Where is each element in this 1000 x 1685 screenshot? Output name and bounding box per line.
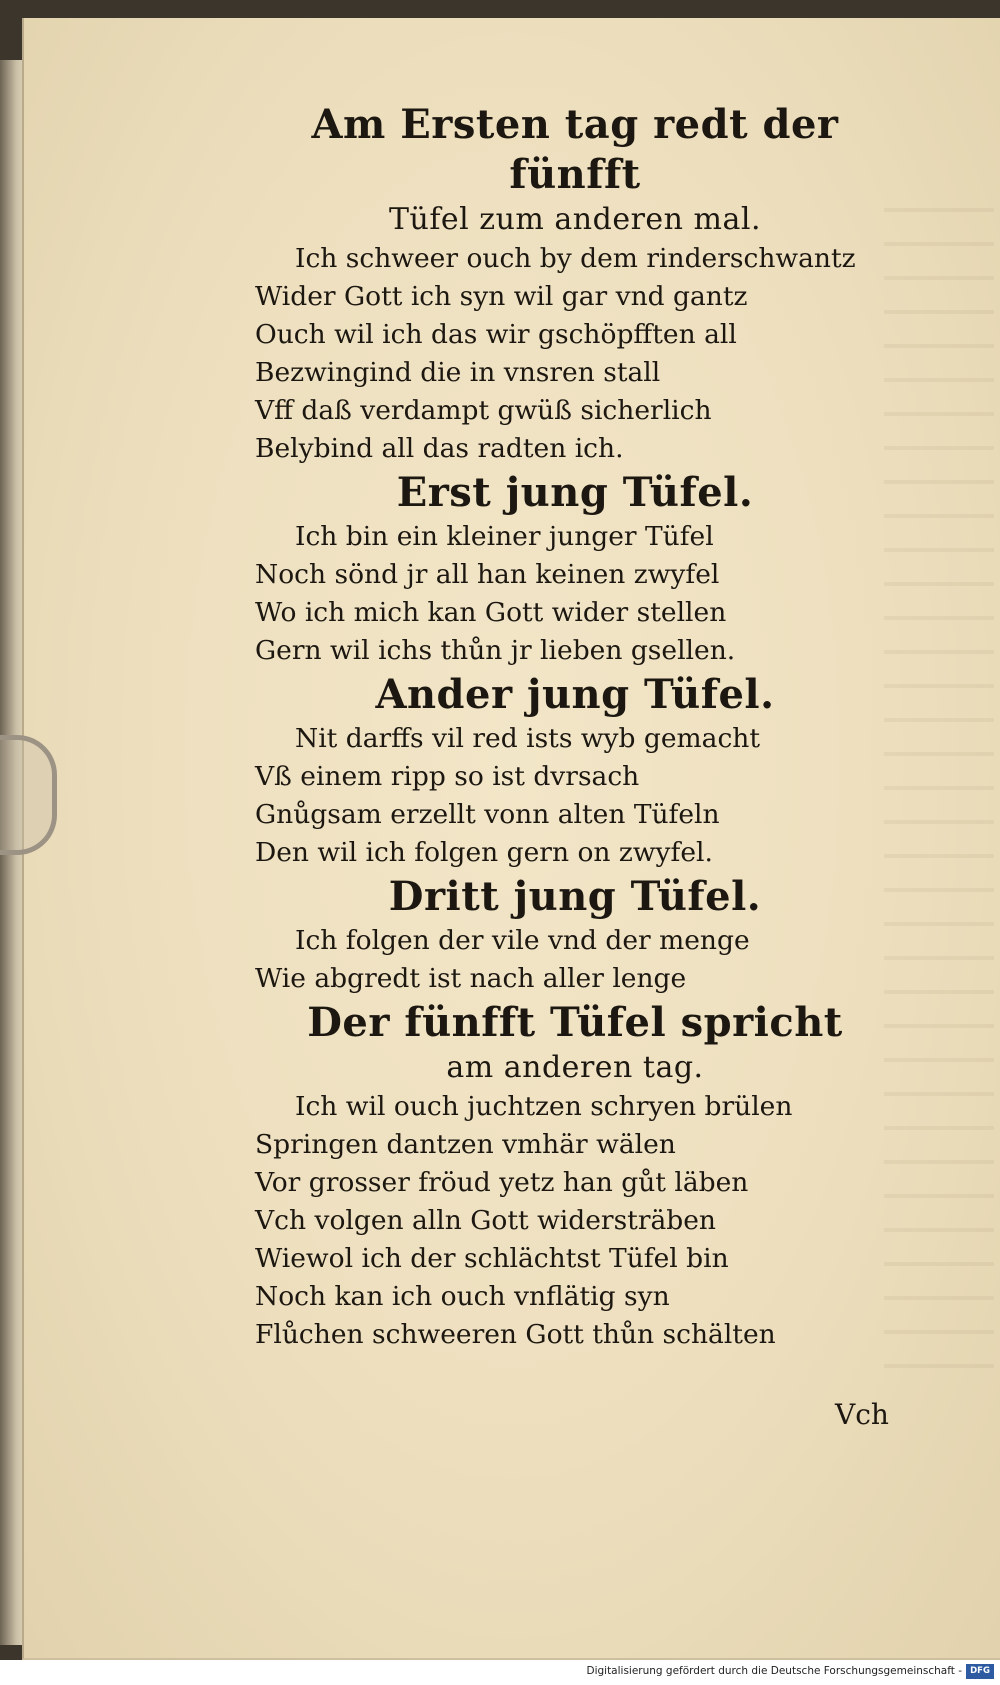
verse-line: Vff daß verdampt gwüß sicherlich [255,395,712,426]
verse-line: Ich bin ein kleiner junger Tüfel [295,521,714,552]
verse-line: Noch sönd jr all han keinen zwyfel [255,559,720,590]
verse-line: Vß einem ripp so ist dvrsach [255,761,640,792]
verse-line: Gern wil ichs thůn jr lieben gsellen. [255,635,736,666]
verse-line: Flůchen schweeren Gott thůn schälten [255,1319,776,1350]
verse-line: Wie abgredt ist nach aller lenge [255,963,687,994]
section-subheading: Tüfel zum anderen mal. [388,202,761,237]
verse-line: Noch kan ich ouch vnflätig syn [255,1281,670,1312]
section-heading: Erst jung Tüfel. [396,469,754,516]
section-heading: Ander jung Tüfel. [375,671,775,718]
verse-line: Ouch wil ich das wir gschöpfften all [255,319,737,350]
verse-line: Vor grosser fröud yetz han gůt läben [255,1167,749,1198]
verse-line: Vch volgen alln Gott widersträben [255,1205,716,1236]
section-heading: Dritt jung Tüfel. [388,873,762,920]
footer-credit: Digitalisierung gefördert durch die Deutsche Forschungsgemeinschaft - [586,1665,962,1677]
footer-bar [0,1660,1000,1685]
verse-line: Springen dantzen vmhär wälen [255,1129,676,1160]
verse-line: Ich folgen der vile vnd der menge [295,925,750,956]
verse-line: Den wil ich folgen gern on zwyfel. [255,837,713,868]
page-text [255,100,895,1354]
section-subheading: am anderen tag. [446,1050,704,1085]
verse-line: Gnůgsam erzellt vonn alten Tüfeln [255,799,720,830]
verse-line: Ich wil ouch juchtzen schryen brülen [295,1091,793,1122]
book-clasp [0,735,57,855]
verse-line: Wiewol ich der schlächtst Tüfel bin [255,1243,729,1274]
dfg-logo: DFG [966,1664,994,1679]
section-heading: Der fünfft Tüfel spricht [307,999,843,1046]
show-through-text [884,178,994,1378]
verse-line: Ich schweer ouch by dem rinderschwantz [295,243,856,274]
verse-line: Belybind all das radten ich. [255,433,624,464]
verse-line: Nit darffs vil red ists wyb gemacht [295,723,761,754]
section-heading: Am Ersten tag redt der fünfft [311,101,839,198]
verse-line: Wider Gott ich syn wil gar vnd gantz [255,281,748,312]
catchword: Vch [835,1398,889,1431]
verse-line: Wo ich mich kan Gott wider stellen [255,597,727,628]
verse-line: Bezwingind die in vnsren stall [255,357,661,388]
